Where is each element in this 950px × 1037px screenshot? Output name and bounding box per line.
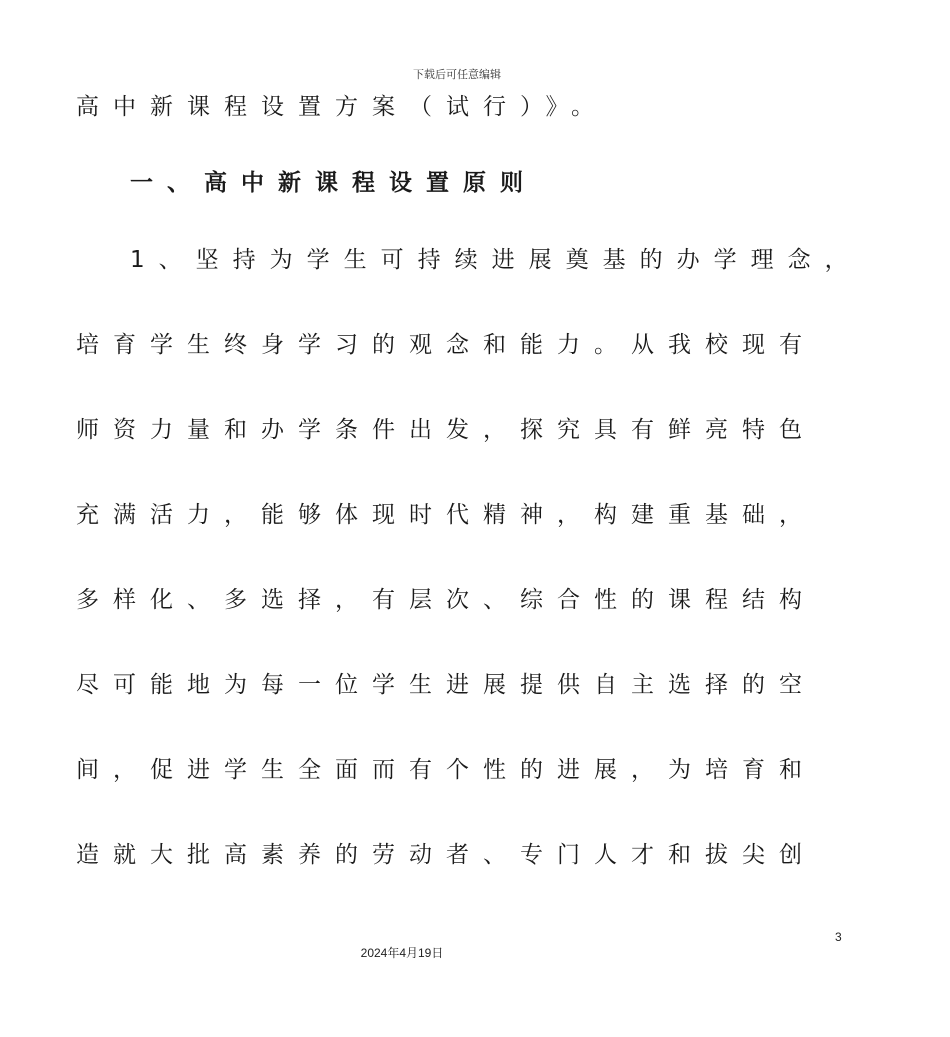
paragraph-line-4: 充满活力，能够体现时代精神，构建重基础，	[76, 502, 816, 528]
intro-line: 高中新课程设置方案（试行）》。	[76, 94, 608, 120]
paragraph-line-3: 师资力量和办学条件出发，探究具有鲜亮特色	[76, 417, 816, 443]
section-heading: 一、高中新课程设置原则	[130, 170, 537, 196]
paragraph-line-7: 间，促进学生全面而有个性的进展，为培育和	[76, 757, 816, 783]
page-number: 3	[835, 930, 842, 944]
paragraph-line-2: 培育学生终身学习的观念和能力。从我校现有	[76, 332, 816, 358]
paragraph-line-5: 多样化、多选择，有层次、综合性的课程结构	[76, 587, 816, 613]
footer-date: 2024年4月19日	[360, 946, 444, 960]
header-note: 下载后可任意编辑	[413, 68, 501, 81]
paragraph-line-8: 造就大批高素养的劳动者、专门人才和拔尖创	[76, 842, 816, 868]
paragraph-line-1: 1、坚持为学生可持续进展奠基的办学理念，	[130, 247, 862, 273]
paragraph-line-6: 尽可能地为每一位学生进展提供自主选择的空	[76, 672, 816, 698]
